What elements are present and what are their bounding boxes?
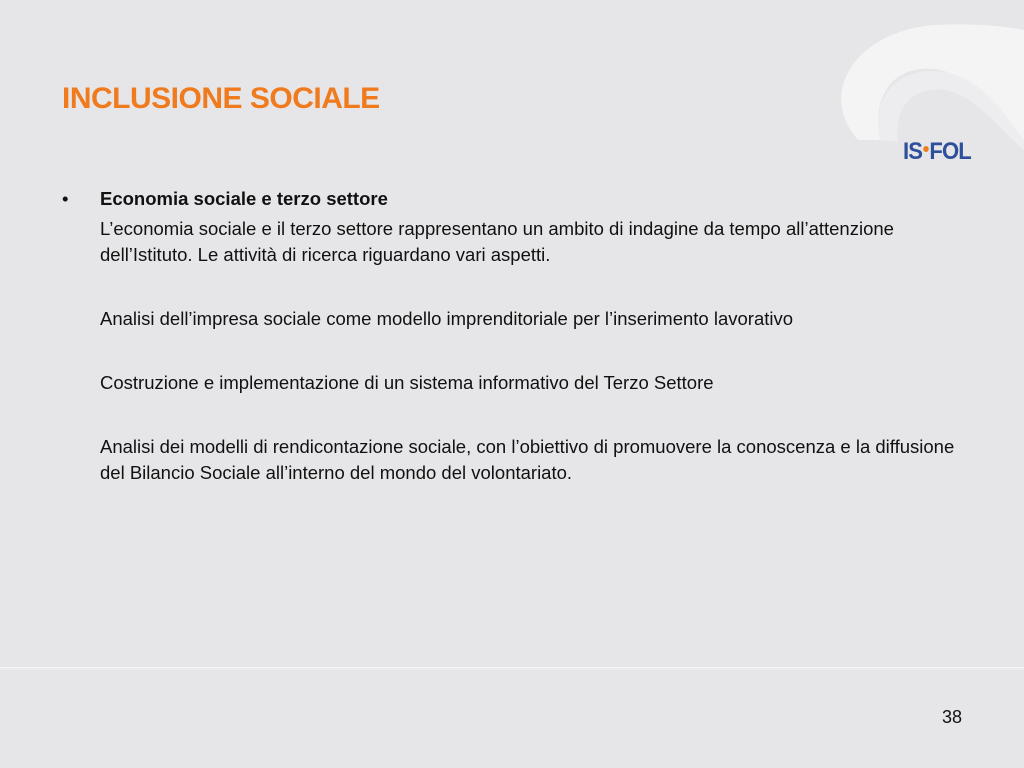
page-number: 38 <box>941 707 962 727</box>
paragraph-intro: L’economia sociale e il terzo settore rappresentano un ambito di indagine da tempo all’attenzione dell’Istituto. Le attività di ricerca riguardano vari aspetti. <box>100 218 894 265</box>
slide-content <box>62 186 962 486</box>
paragraph-rendicontazione: Analisi dei modelli di rendicontazione sociale, con l’obiettivo di promuovere la conoscenza e la diffusione del Bilancio Sociale all’interno del mondo del volontariato. <box>100 436 955 483</box>
bullet-item <box>62 186 962 212</box>
logo-text-right: FOL <box>929 138 971 165</box>
slide-title: INCLUSIONE SOCIALE <box>62 82 380 115</box>
bullet-icon: • <box>62 188 69 209</box>
logo-dot-icon <box>923 146 929 152</box>
footer-divider <box>0 667 1024 670</box>
isfol-logo <box>903 140 971 164</box>
paragraph-impresa-sociale: Analisi dell’impresa sociale come modello imprenditoriale per l’inserimento lavorativo <box>100 308 794 329</box>
paragraph-sistema-informativo: Costruzione e implementazione di un sistema informativo del Terzo Settore <box>100 372 714 393</box>
logo-text-left: IS <box>903 138 923 165</box>
bullet-heading: Economia sociale e terzo settore <box>100 188 388 209</box>
